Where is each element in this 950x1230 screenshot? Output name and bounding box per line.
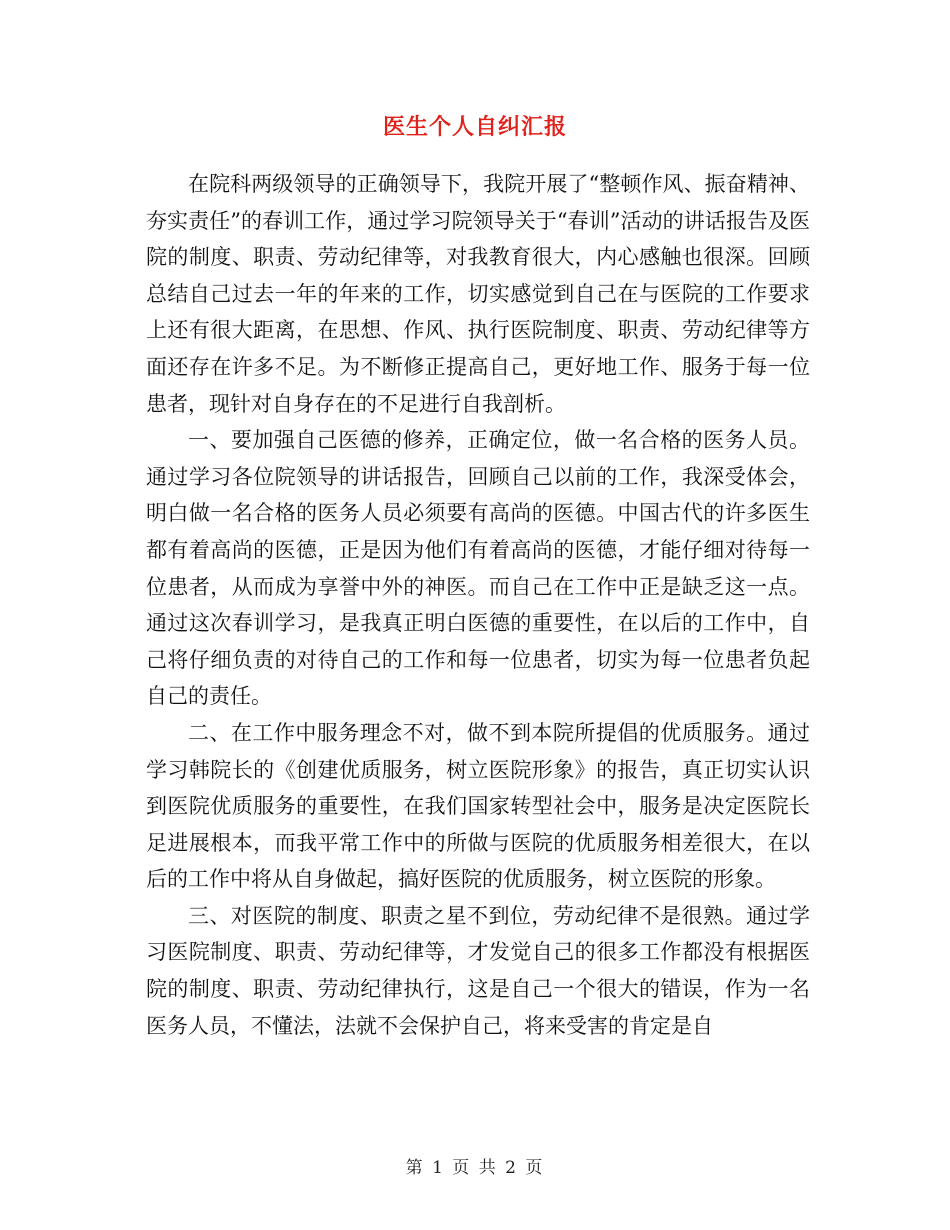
page-title: 医生个人自纠汇报: [382, 115, 567, 140]
page-number-footer: 第 1 页 共 2 页: [405, 1158, 545, 1178]
paragraph-point-one: 一、要加强自己医德的修养，正确定位，做一名合格的医务人员。通过学习各位院领导的讲话报告，回顾自己以前的工作，我深受体会，明白做一名合格的医务人员必须要有高尚的医德。中国古代的许多医生都有着高尚的医德，正是因为他们有着高尚的医德，才能仔细对待每一位患者，从而成为享誉中外的神医。而自己在工作中正是缺乏这一点。通过这次春训学习，是我真正明白医德的重要性，在以后的工作中，自己将仔细负责的对待自己的工作和每一位患者，切实为每一位患者负起自己的责任。: [146, 428, 810, 709]
paragraph-point-two: 二、在工作中服务理念不对，做不到本院所提倡的优质服务。通过学习韩院长的《创建优质服务，树立医院形象》的报告，真正切实认识到医院优质服务的重要性，在我们国家转型社会中，服务是决定医院长足进展根本，而我平常工作中的所做与医院的优质服务相差很大，在以后的工作中将从自身做起，搞好医院的优质服务，树立医院的形象。: [146, 720, 810, 892]
paragraph-point-three: 三、对医院的制度、职责之星不到位，劳动纪律不是很熟。通过学习医院制度、职责、劳动纪律等，才发觉自己的很多工作都没有根据医院的制度、职责、劳动纪律执行，这是自己一个很大的错误，作为一名医务人员，不懂法，法就不会保护自己，将来受害的肯定是自: [146, 903, 810, 1038]
document-body: [146, 166, 810, 1044]
paragraph-intro: 在院科两级领导的正确领导下，我院开展了“整顿作风、振奋精神、夯实责任”的春训工作，通过学习院领导关于“春训”活动的讲话报告及医院的制度、职责、劳动纪律等，对我教育很大，内心感触也很深。回顾总结自己过去一年的年来的工作，切实感觉到自己在与医院的工作要求上还有很大距离，在思想、作风、执行医院制度、职责、劳动纪律等方面还存在许多不足。为不断修正提高自己，更好地工作、服务于每一位患者，现针对自身存在的不足进行自我剖析。: [146, 172, 810, 416]
